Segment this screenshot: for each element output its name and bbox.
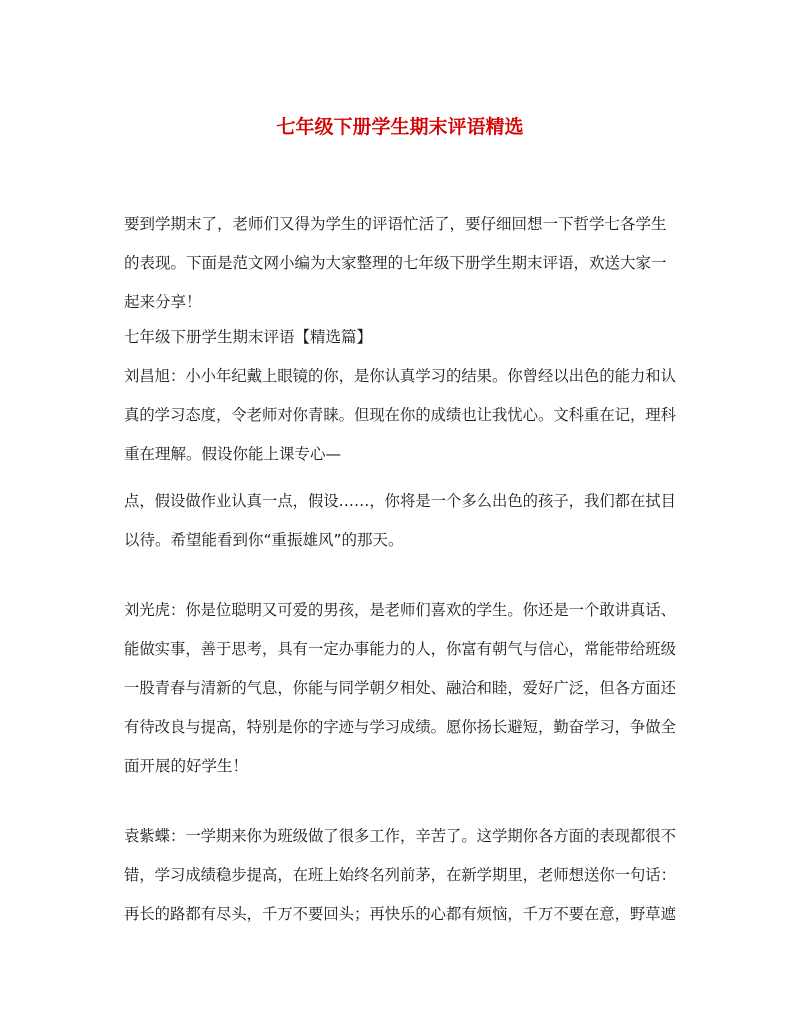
- comment2-line-1: 刘光虎：你是位聪明又可爱的男孩，是老师们喜欢的学生。你还是一个敢讲真话、: [124, 601, 676, 619]
- comment3-line-1: 袁紫蝶：一学期来你为班级做了很多工作，辛苦了。这学期你各方面的表现都很不: [124, 827, 676, 845]
- comment2-line-5: 面开展的好学生！: [124, 757, 249, 775]
- comment3-line-3: 再长的路都有尽头，千万不要回头；再快乐的心都有烦恼，千万不要在意，野草遮: [124, 905, 676, 923]
- section-heading: 七年级下册学生期末评语【精选篇】: [124, 328, 373, 346]
- intro-line-2: 的表现。下面是范文网小编为大家整理的七年级下册学生期末评语，欢送大家一: [124, 254, 667, 272]
- comment1-line-2: 真的学习态度，令老师对你青睐。但现在你的成绩也让我忧心。文科重在记，理科: [124, 406, 676, 424]
- comment2-line-4: 有待改良与提高，特别是你的字迹与学习成绩。愿你扬长避短，勤奋学习，争做全: [124, 718, 676, 736]
- intro-line-3: 起来分享！: [124, 293, 202, 311]
- comment1-line-4: 点，假设做作业认真一点，假设……，你将是一个多么出色的孩子，我们都在拭目: [124, 492, 676, 510]
- comment2-line-2: 能做实事，善于思考，具有一定办事能力的人，你富有朝气与信心，常能带给班级: [124, 640, 676, 658]
- document-title: 七年级下册学生期末评语精选: [276, 116, 524, 138]
- comment3-line-2: 错，学习成绩稳步提高，在班上始终名列前茅，在新学期里，老师想送你一句话：: [124, 866, 676, 884]
- comment2-line-3: 一股青春与清新的气息，你能与同学朝夕相处、融洽和睦，爱好广泛，但各方面还: [124, 679, 676, 697]
- intro-line-1: 要到学期末了，老师们又得为学生的评语忙活了，要仔细回想一下哲学七各学生: [124, 215, 667, 233]
- comment1-line-3: 重在理解。假设你能上课专心—: [124, 445, 342, 463]
- comment1-line-5: 以待。希望能看到你“重振雄风”的那天。: [124, 531, 404, 549]
- comment1-line-1: 刘昌旭：小小年纪戴上眼镜的你，是你认真学习的结果。你曾经以出色的能力和认: [124, 367, 676, 385]
